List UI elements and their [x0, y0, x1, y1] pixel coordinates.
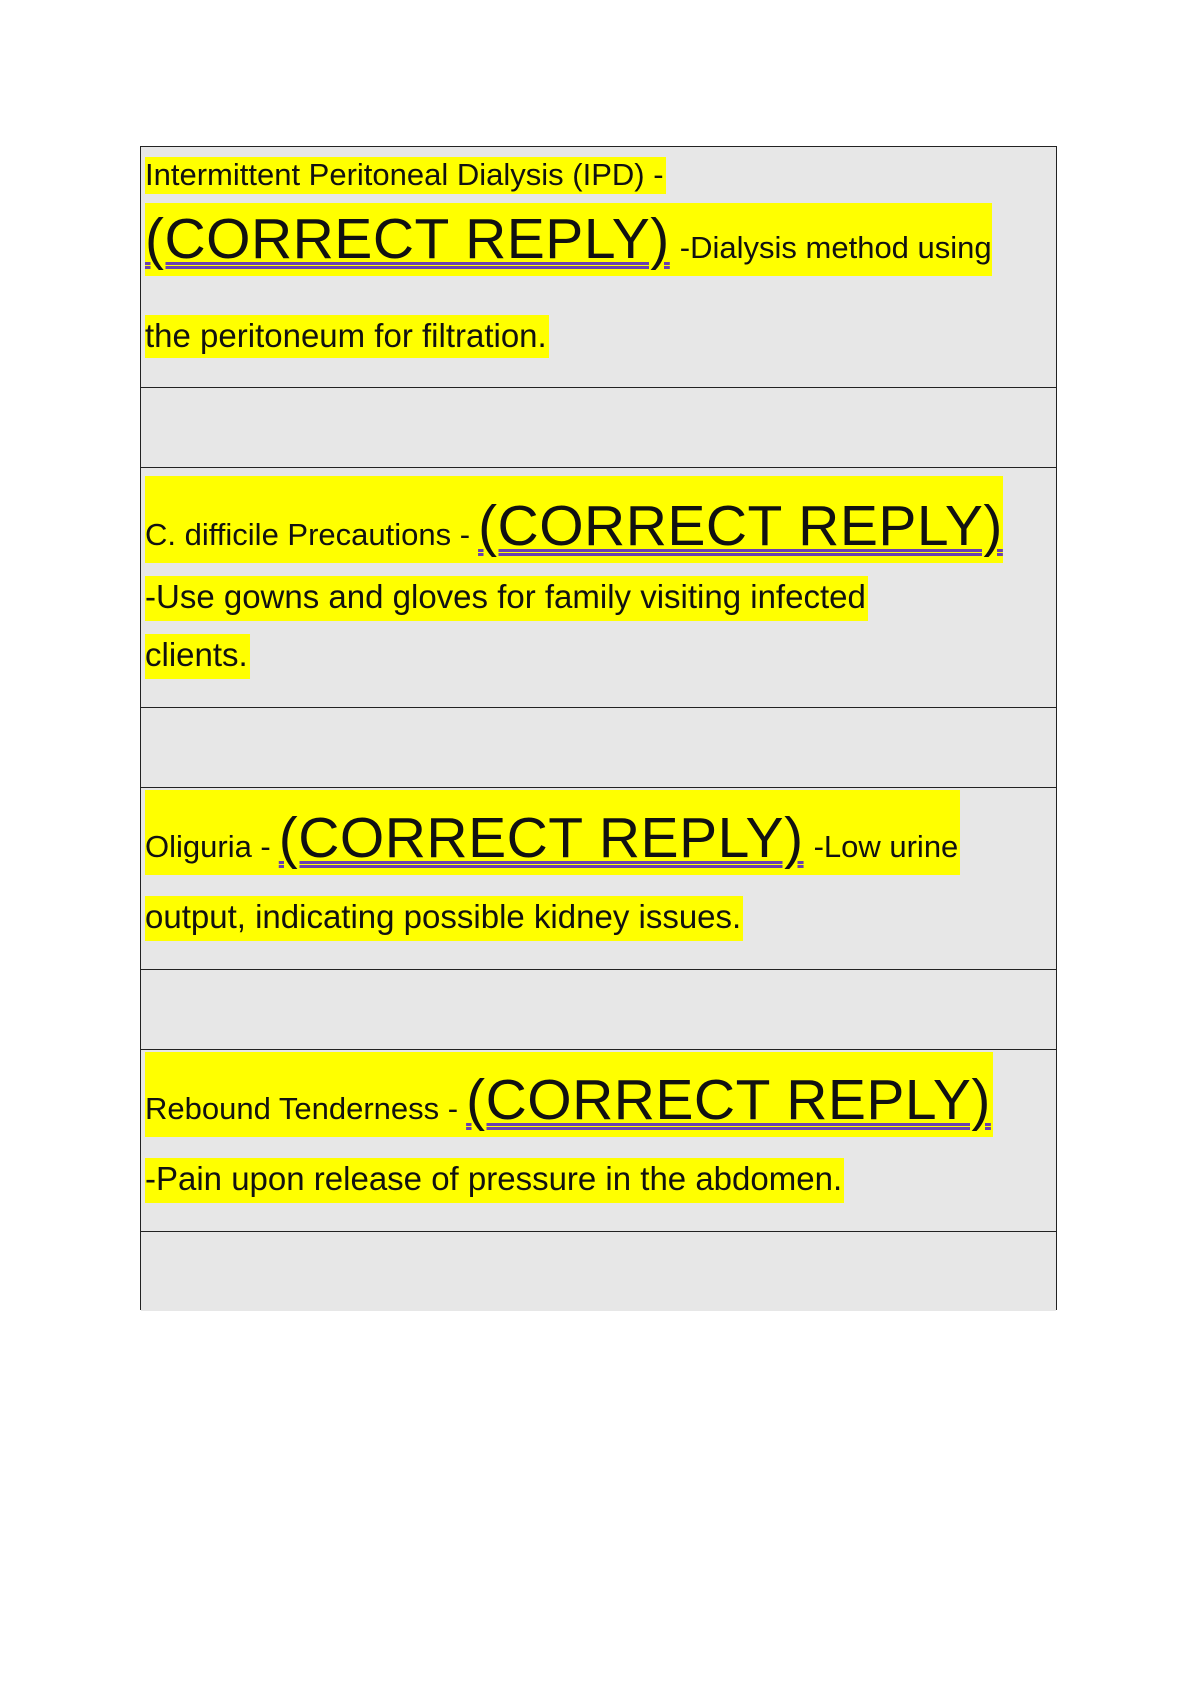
definition-line	[145, 315, 549, 358]
card-row	[141, 787, 1056, 969]
card-row	[141, 147, 1056, 387]
correct-reply-label: (CORRECT REPLY)	[466, 1068, 991, 1132]
term-line	[145, 157, 666, 194]
highlight-block	[145, 790, 960, 875]
term-text: Intermittent Peritoneal Dialysis (IPD) -	[145, 157, 664, 192]
correct-reply-label: (CORRECT REPLY)	[478, 494, 1003, 558]
definition-text: -Use gowns and gloves for family visiting infected	[145, 576, 868, 621]
definition-text: -Pain upon release of pressure in the abdomen.	[145, 1158, 844, 1203]
definition-text: -Low urine	[813, 829, 959, 864]
definition-text: output, indicating possible kidney issues.	[145, 896, 743, 941]
card-cell	[145, 1050, 1052, 1231]
card-row	[141, 467, 1056, 707]
spacer-row	[141, 1231, 1056, 1311]
flashcard-table	[140, 146, 1057, 1310]
spacer-row	[141, 707, 1056, 787]
term-reply-line	[145, 790, 960, 875]
definition-text: clients.	[145, 634, 250, 679]
card-cell	[145, 788, 1052, 969]
term-text: Oliguria -	[145, 829, 271, 864]
definition-line	[145, 634, 250, 679]
highlight-block	[145, 203, 992, 276]
card-cell	[145, 468, 1052, 707]
term-text: Rebound Tenderness -	[145, 1091, 459, 1126]
correct-reply-label: (CORRECT REPLY)	[278, 806, 804, 870]
spacer-row	[141, 969, 1056, 1049]
definition-line	[145, 1158, 844, 1203]
spacer-row	[141, 387, 1056, 467]
reply-line	[145, 203, 992, 276]
highlight-block	[145, 1052, 993, 1137]
term-text: C. difficile Precautions -	[145, 517, 471, 552]
definition-text: the peritoneum for filtration.	[145, 315, 549, 358]
card-cell	[145, 147, 1052, 387]
correct-reply-label: (CORRECT REPLY)	[145, 207, 670, 271]
term-reply-line	[145, 1052, 993, 1137]
definition-text: -Dialysis method using	[679, 230, 992, 265]
term-reply-line	[145, 476, 1003, 563]
definition-line	[145, 576, 868, 621]
definition-line	[145, 896, 743, 941]
card-row	[141, 1049, 1056, 1231]
highlight-block	[145, 476, 1003, 563]
